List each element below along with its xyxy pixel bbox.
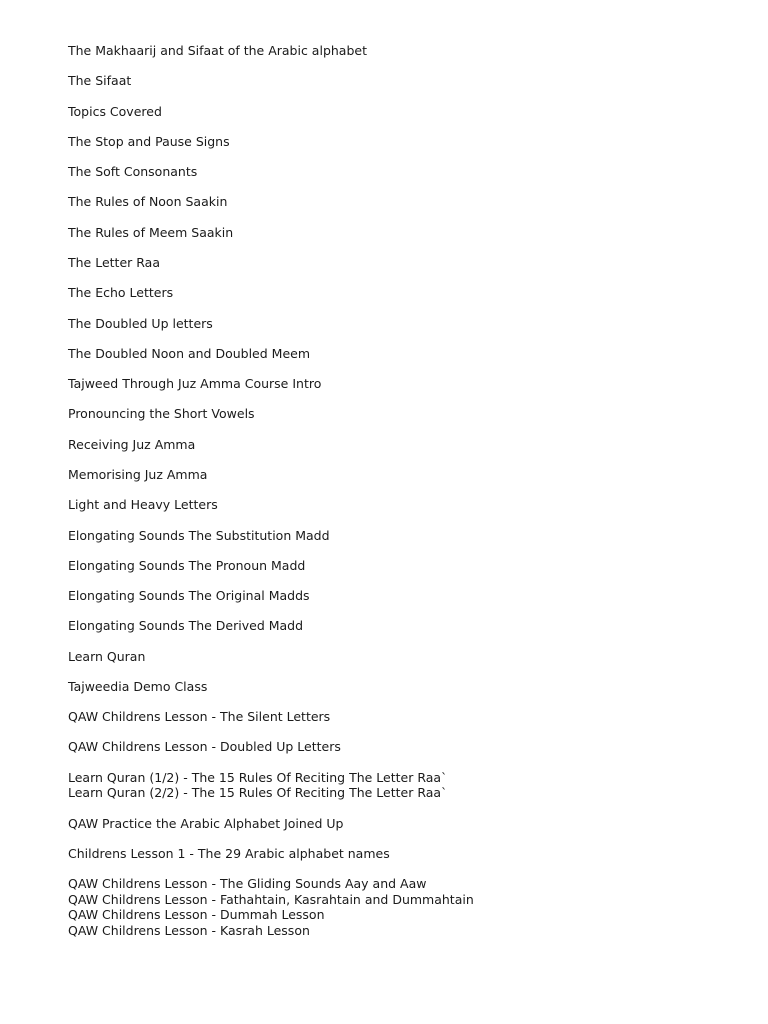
text-line: The Rules of Meem Saakin bbox=[68, 224, 234, 240]
text-paragraph bbox=[68, 679, 728, 695]
text-paragraph bbox=[68, 164, 728, 180]
text-paragraph bbox=[68, 816, 728, 832]
text-line: Elongating Sounds The Pronoun Madd bbox=[68, 557, 306, 573]
text-line: Elongating Sounds The Original Madds bbox=[68, 588, 310, 604]
text-line: QAW Childrens Lesson - Kasrah Lesson bbox=[68, 922, 310, 938]
text-line: The Rules of Noon Saakin bbox=[68, 194, 228, 210]
text-paragraph bbox=[68, 316, 728, 332]
text-line: Light and Heavy Letters bbox=[68, 497, 218, 513]
text-paragraph bbox=[68, 194, 728, 210]
text-paragraph bbox=[68, 467, 728, 483]
text-line: The Soft Consonants bbox=[68, 164, 198, 180]
text-line: QAW Childrens Lesson - The Gliding Sounds Aay and Aaw bbox=[68, 876, 427, 892]
text-paragraph bbox=[68, 104, 728, 120]
document-page bbox=[68, 43, 728, 953]
text-line: QAW Childrens Lesson - The Silent Letters bbox=[68, 709, 331, 725]
text-line: Receiving Juz Amma bbox=[68, 436, 196, 452]
text-line: Topics Covered bbox=[68, 103, 162, 119]
text-paragraph bbox=[68, 134, 728, 150]
text-line: Tajweed Through Juz Amma Course Intro bbox=[68, 376, 322, 392]
text-line: QAW Childrens Lesson - Dummah Lesson bbox=[68, 907, 325, 923]
text-paragraph bbox=[68, 649, 728, 665]
text-line: QAW Childrens Lesson - Fathahtain, Kasrahtain and Dummahtain bbox=[68, 891, 474, 907]
text-paragraph bbox=[68, 739, 728, 755]
text-line: Elongating Sounds The Substitution Madd bbox=[68, 527, 330, 543]
text-paragraph bbox=[68, 528, 728, 544]
text-paragraph bbox=[68, 588, 728, 604]
text-line: The Echo Letters bbox=[68, 285, 174, 301]
text-line: The Doubled Noon and Doubled Meem bbox=[68, 345, 310, 361]
text-line: QAW Childrens Lesson - Doubled Up Letters bbox=[68, 739, 341, 755]
text-line: The Stop and Pause Signs bbox=[68, 133, 230, 149]
text-paragraph bbox=[68, 558, 728, 574]
text-line: Elongating Sounds The Derived Madd bbox=[68, 618, 304, 634]
text-line: The Sifaat bbox=[68, 73, 132, 89]
text-paragraph bbox=[68, 225, 728, 241]
text-line: QAW Practice the Arabic Alphabet Joined Up bbox=[68, 815, 344, 831]
text-line: Learn Quran (2/2) - The 15 Rules Of Reciting The Letter Raa` bbox=[68, 785, 448, 801]
text-line: The Letter Raa bbox=[68, 254, 160, 270]
text-paragraph bbox=[68, 846, 728, 862]
text-paragraph bbox=[68, 285, 728, 301]
text-line: The Doubled Up letters bbox=[68, 315, 213, 331]
text-line: Childrens Lesson 1 - The 29 Arabic alphabet names bbox=[68, 845, 390, 861]
text-line: Learn Quran bbox=[68, 648, 146, 664]
text-paragraph bbox=[68, 346, 728, 362]
text-paragraph bbox=[68, 73, 728, 89]
text-paragraph bbox=[68, 497, 728, 513]
text-line: Pronouncing the Short Vowels bbox=[68, 406, 255, 422]
text-paragraph bbox=[68, 709, 728, 725]
text-paragraph bbox=[68, 770, 728, 801]
text-line: Tajweedia Demo Class bbox=[68, 678, 208, 694]
text-paragraph bbox=[68, 255, 728, 271]
text-line: The Makhaarij and Sifaat of the Arabic alphabet bbox=[68, 43, 367, 58]
text-line: Learn Quran (1/2) - The 15 Rules Of Reciting The Letter Raa` bbox=[68, 769, 448, 785]
text-paragraph bbox=[68, 618, 728, 634]
text-paragraph bbox=[68, 43, 728, 59]
text-paragraph bbox=[68, 376, 728, 392]
text-paragraph bbox=[68, 406, 728, 422]
text-paragraph bbox=[68, 876, 728, 938]
text-paragraph bbox=[68, 437, 728, 453]
text-line: Memorising Juz Amma bbox=[68, 466, 208, 482]
